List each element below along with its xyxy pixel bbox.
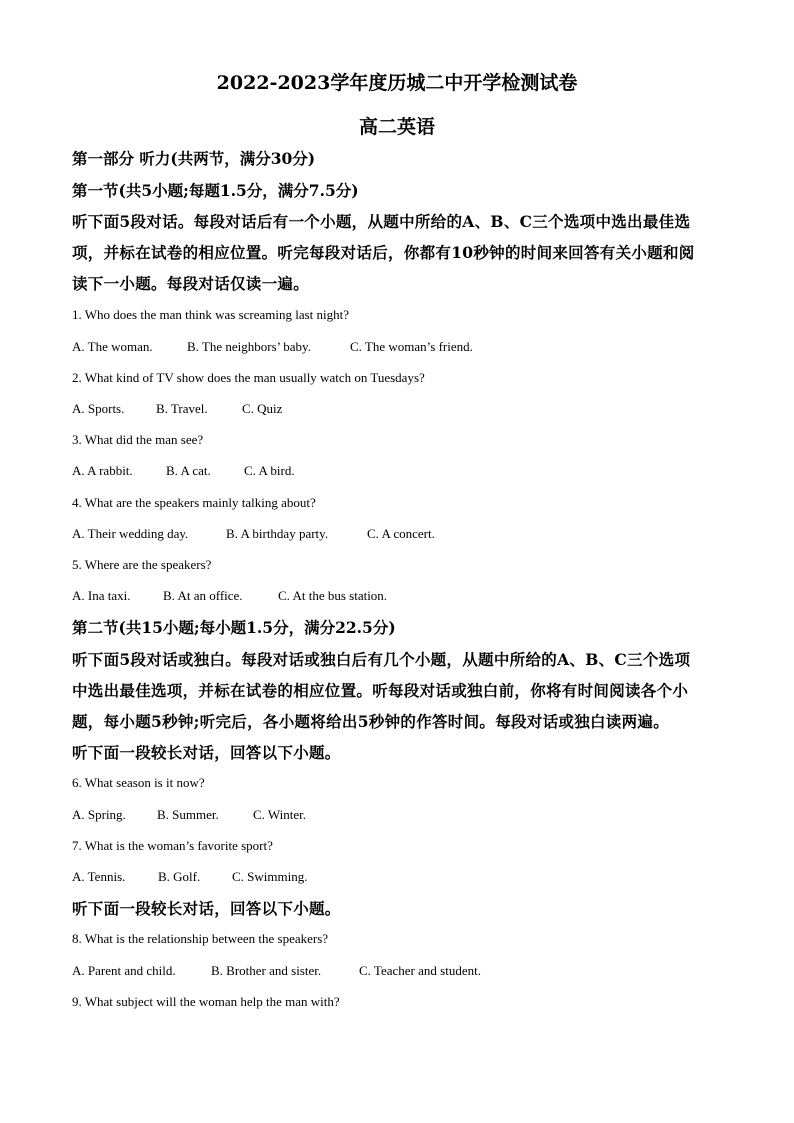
instruction-line: 中选出最佳选项，并标在试卷的相应位置。听每段对话或独白前，你将有时间阅读各个小 [72,681,689,700]
question-options [72,867,722,887]
question-text: 3. What did the man see? [72,432,204,447]
option-c: C. Winter. [253,807,307,822]
option-b: B. Golf. [158,869,201,884]
option-c: C. Swimming. [232,869,308,884]
option-a: A. A rabbit. [72,463,133,478]
section1-instruction [72,206,722,299]
question-text: 6. What season is it now? [72,775,205,790]
option-a: A. Tennis. [72,869,126,884]
question-text: 2. What kind of TV show does the man usually watch on Tuesdays? [72,370,425,385]
section2-heading: 第二节(共15小题;每小题1.5分，满分22.5分) [72,618,396,637]
question-text: 8. What is the relationship between the speakers? [72,931,329,946]
instruction-line: 读下一小题。每段对话仅读一遍。 [72,274,310,293]
question-options [72,524,722,544]
question-options [72,586,722,606]
option-b: B. The neighbors’ baby. [187,339,311,354]
instruction-line: 听下面5段对话。每段对话后有一个小题，从题中所给的A、B、C三个选项中选出最佳选 [72,212,691,231]
option-c: C. The woman’s friend. [350,339,473,354]
part1-heading: 第一部分 听力(共两节，满分30分) [72,149,316,168]
question-options [72,337,722,357]
option-b: B. Travel. [156,401,208,416]
question-options [72,805,722,825]
option-a: A. Sports. [72,401,125,416]
option-c: C. At the bus station. [278,588,388,603]
exam-title: 2022-2023学年度历城二中开学检测试卷 [216,72,578,94]
section2-instruction [72,644,722,737]
option-a: A. Ina taxi. [72,588,131,603]
option-b: B. A cat. [166,463,211,478]
option-a: A. The woman. [72,339,153,354]
option-b: B. At an office. [163,588,243,603]
instruction-line: 题，每小题5秒钟;听完后，各小题将给出5秒钟的作答时间。每段对话或独白读两遍。 [72,712,669,731]
option-c: C. A bird. [244,463,295,478]
question-text: 4. What are the speakers mainly talking about? [72,495,316,510]
question-text: 5. Where are the speakers? [72,557,212,572]
group1-heading: 听下面一段较长对话，回答以下小题。 [72,743,341,762]
option-a: A. Parent and child. [72,963,176,978]
question-text: 1. Who does the man think was screaming last night? [72,307,350,322]
option-b: B. Summer. [157,807,219,822]
option-c: C. A concert. [367,526,435,541]
question-options [72,461,722,481]
group2-heading: 听下面一段较长对话，回答以下小题。 [72,899,341,918]
option-b: B. A birthday party. [226,526,329,541]
question-options [72,961,722,981]
option-c: C. Teacher and student. [359,963,481,978]
section1-heading: 第一节(共5小题;每题1.5分，满分7.5分) [72,181,359,200]
instruction-line: 听下面5段对话或独白。每段对话或独白后有几个小题，从题中所给的A、B、C三个选项 [72,650,691,669]
question-options [72,399,722,419]
option-a: A. Their wedding day. [72,526,189,541]
exam-subtitle: 高二英语 [358,116,435,138]
question-text: 7. What is the woman’s favorite sport? [72,838,273,853]
option-b: B. Brother and sister. [211,963,322,978]
question-text: 9. What subject will the woman help the man with? [72,994,340,1009]
instruction-line: 项，并标在试卷的相应位置。听完每段对话后，你都有10秒钟的时间来回答有关小题和阅 [72,243,695,262]
option-a: A. Spring. [72,807,126,822]
option-c: C. Quiz [242,401,283,416]
